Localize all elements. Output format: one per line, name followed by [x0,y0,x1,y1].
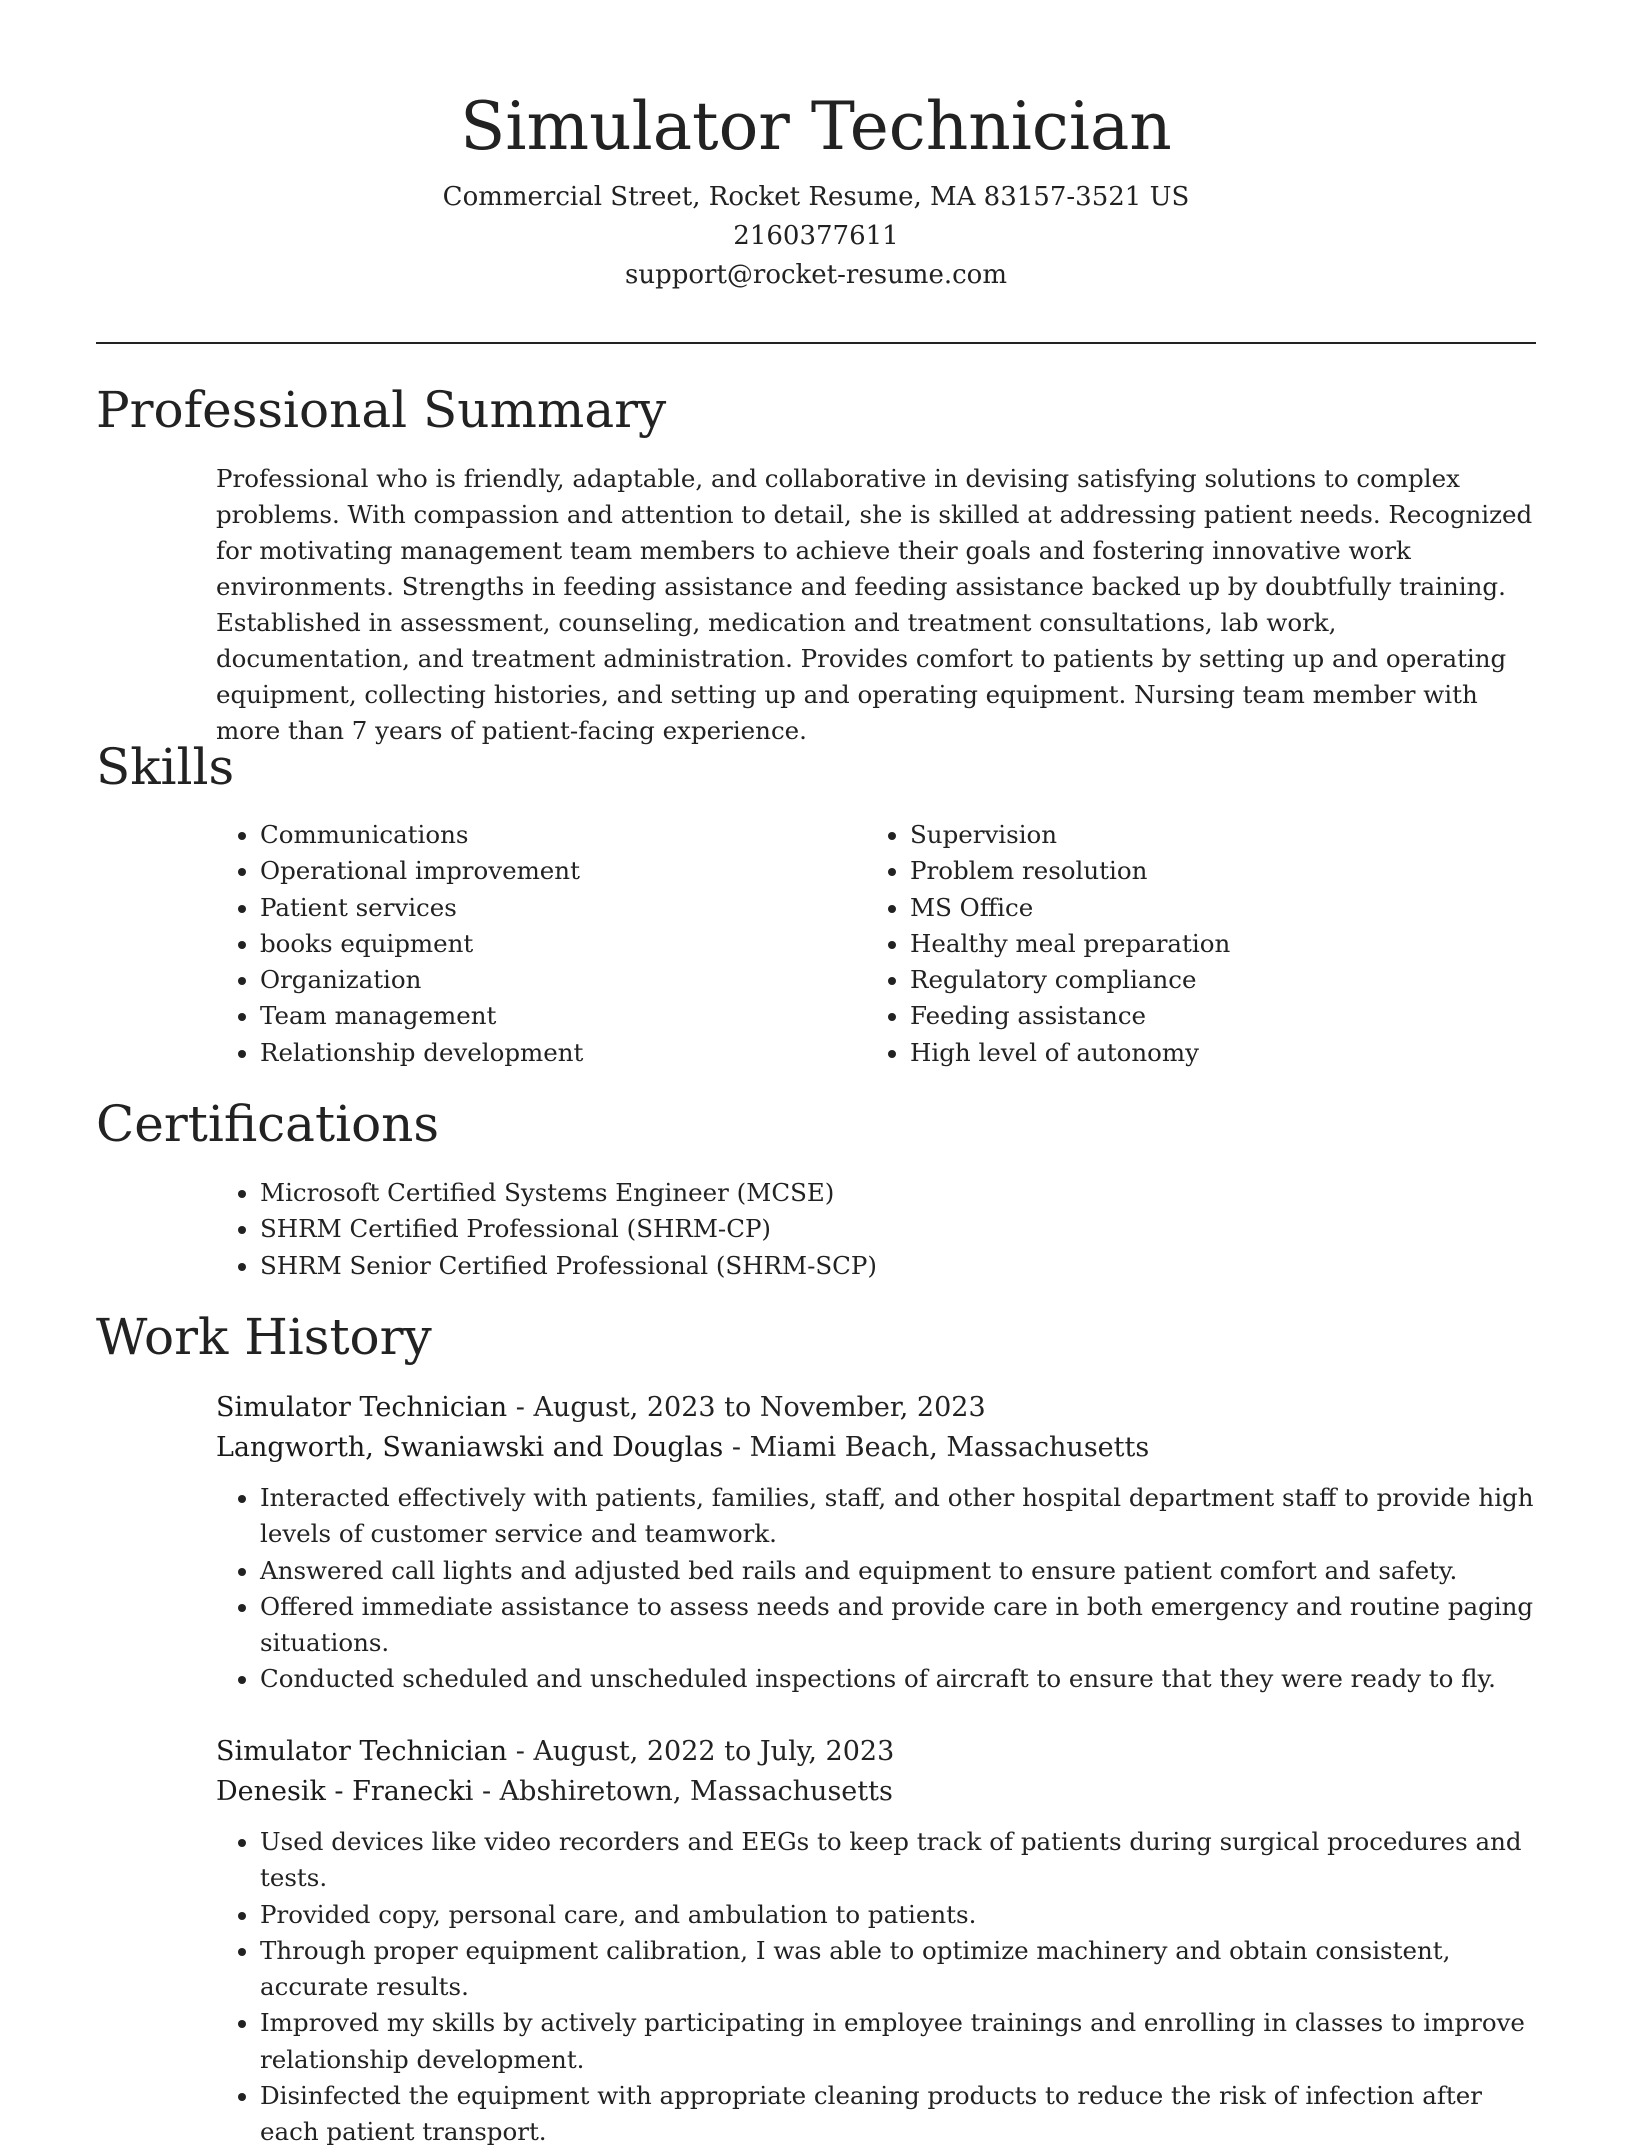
skills-right-column [866,817,1466,1071]
skill-item: • Feeding assistance [910,998,1466,1034]
page-title: Simulator Technician [460,88,1172,165]
job-company-line [216,1772,1536,1812]
job-location: Miami Beach, Massachusetts [749,1432,1150,1463]
skill-item: • Patient services [260,890,816,926]
email-text: support@rocket-resume.com [624,260,1007,290]
job-separator: - [481,1776,500,1807]
job-entry [216,1388,1536,1698]
header-divider [96,342,1536,344]
certification-item: • SHRM Senior Certified Professional (SHRM-SCP) [260,1248,1536,1284]
skill-item: • Problem resolution [910,853,1466,889]
work-history-heading: Work History [96,1308,432,1366]
resume-header [0,0,1632,295]
job-bullet: • Interacted effectively with patients, families, staff, and other hospital department staff to provide high levels of customer service and teamwork. [260,1480,1536,1553]
contact-block [0,178,1632,295]
skill-item: • books equipment [260,926,816,962]
certifications-list [216,1175,1536,1284]
certification-item: • Microsoft Certified Systems Engineer (MCSE) [260,1175,1536,1211]
skill-item: • Operational improvement [260,853,816,889]
certifications-heading: Certifications [96,1095,440,1153]
job-bullet: • Conducted scheduled and unscheduled inspections of aircraft to ensure that they were ready to fly. [260,1661,1536,1697]
skill-item: • High level of autonomy [910,1035,1466,1071]
skill-item: • Organization [260,962,816,998]
job-separator: - [515,1392,534,1423]
summary-text: Professional who is friendly, adaptable, and collaborative in devising satisfying solutions to complex problems. With compassion and attention to detail, she is skilled at addressing patient needs. Recognized for motivating management team members to achieve their goals and fostering innovative work environments. Strengths in feeding assistance and feeding assistance backed up by doubtfully training. Established in assessment, counseling, medication and treatment consultations, lab work, documentation, and treatment administration. Provides comfort to patients by setting up and operating equipment, collecting histories, and setting up and operating equipment. Nursing team member with more than 7 years of patient-facing experience. [216,464,1533,745]
job-entry [216,1732,1536,2151]
job-location: Abshiretown, Massachusetts [499,1776,893,1807]
skill-item: • MS Office [910,890,1466,926]
job-bullet: • Through proper equipment calibration, I was able to optimize machinery and obtain consistent, accurate results. [260,1933,1536,2006]
skill-item: • Regulatory compliance [910,962,1466,998]
job-title-line [216,1388,1536,1428]
phone-text: 2160377611 [733,221,899,251]
job-bullet: • Provided copy, personal care, and ambulation to patients. [260,1897,1536,1933]
job-separator: - [515,1736,534,1767]
job-bullet: • Used devices like video recorders and EEGs to keep track of patients during surgical procedures and tests. [260,1824,1536,1897]
job-bullet: • Answered call lights and adjusted bed rails and equipment to ensure patient comfort and safety. [260,1553,1536,1589]
job-role: Simulator Technician [216,1736,508,1767]
certification-item: • SHRM Certified Professional (SHRM-CP) [260,1211,1536,1247]
job-company: Langworth, Swaniawski and Douglas [216,1432,724,1463]
skill-item: • Supervision [910,817,1466,853]
job-bullet: • Improved my skills by actively participating in employee trainings and enrolling in classes to improve relationship development. [260,2005,1536,2078]
job-bullet: • Disinfected the equipment with appropriate cleaning products to reduce the risk of infection after each patient transport. [260,2078,1536,2151]
job-bullets [216,1824,1536,2151]
job-company: Denesik - Franecki [216,1776,474,1807]
job-dates: August, 2023 to November, 2023 [533,1392,986,1423]
address-text: Commercial Street, Rocket Resume, MA 83157-3521 US [442,182,1190,212]
skill-item: • Team management [260,998,816,1034]
job-company-line [216,1428,1536,1468]
job-dates: August, 2022 to July, 2023 [533,1736,895,1767]
job-bullet: • Offered immediate assistance to assess needs and provide care in both emergency and routine paging situations. [260,1589,1536,1662]
skills-left-column [216,817,816,1071]
skill-item: • Communications [260,817,816,853]
skills-heading: Skills [96,738,235,796]
job-title-line [216,1732,1536,1772]
skill-item: • Relationship development [260,1035,816,1071]
job-bullets [216,1480,1536,1698]
skill-item: • Healthy meal preparation [910,926,1466,962]
summary-heading: Professional Summary [96,381,667,439]
job-separator: - [731,1432,750,1463]
job-role: Simulator Technician [216,1392,508,1423]
